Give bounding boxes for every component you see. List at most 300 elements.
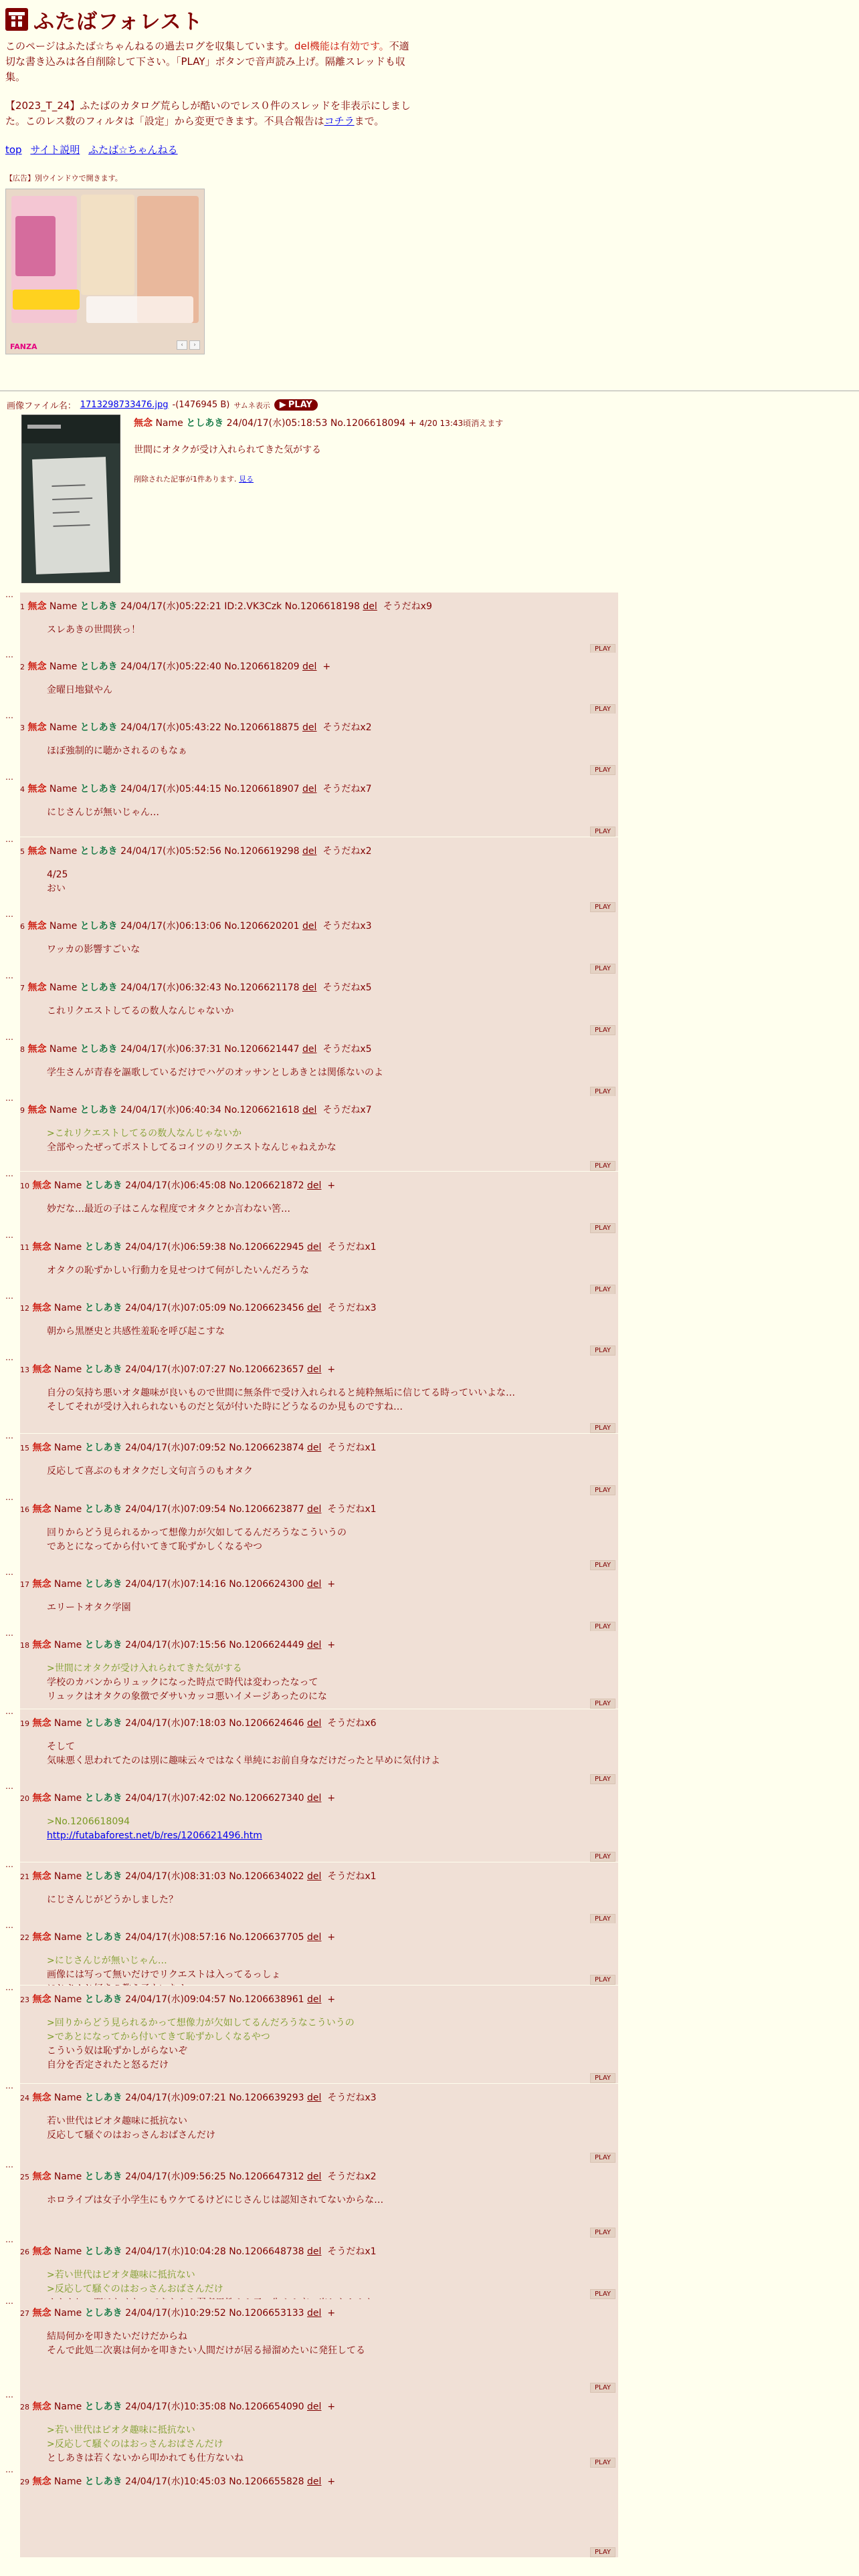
- reply-line: エリートオタク学園: [47, 1602, 131, 1613]
- reply-body: [47, 1601, 131, 1615]
- reply-subject: 無念: [32, 1718, 52, 1729]
- reply-name: としあき: [80, 1044, 118, 1055]
- op-expire: 4/20 13:43頃消えます: [419, 419, 504, 428]
- reply-header: [20, 2306, 335, 2319]
- reply-sodane[interactable]: そうだねx3: [327, 1303, 377, 1313]
- reply-line: 4/25: [47, 869, 68, 880]
- reply-subject: 無念: [32, 2092, 52, 2103]
- reply-del-link[interactable]: del: [302, 846, 317, 857]
- reply-number: No.1206637705: [229, 1932, 304, 1943]
- reply-index: 21: [20, 1872, 29, 1881]
- reply: [5, 1353, 618, 1433]
- reply-del-link[interactable]: del: [307, 1793, 322, 1804]
- reply-number: No.1206618198: [284, 601, 360, 612]
- reply-del-link[interactable]: del: [302, 1044, 317, 1055]
- reply-play-button[interactable]: PLAY: [590, 1423, 615, 1433]
- reply-body: [47, 1815, 262, 1843]
- reply-play-button[interactable]: PLAY: [590, 1025, 615, 1035]
- site-title-row: [5, 4, 413, 35]
- op-name-label: Name: [155, 418, 183, 429]
- reply-subject: 無念: [32, 2246, 52, 2257]
- reply-index: 29: [20, 2478, 29, 2486]
- reply-play-button[interactable]: PLAY: [590, 765, 615, 775]
- reply-name-label: Name: [49, 982, 78, 993]
- reply-name: としあき: [80, 784, 118, 794]
- reply-play-button[interactable]: PLAY: [590, 1560, 615, 1570]
- ad-controls[interactable]: [177, 340, 200, 350]
- reply-del-link[interactable]: del: [307, 1242, 322, 1253]
- reply-subject: 無念: [27, 1105, 47, 1115]
- reply-line: ワッカの影響すごいな: [47, 944, 140, 955]
- reply-line: リュックはオタクの象徴でダサいカッコ悪いイメージあったのにな: [47, 1691, 327, 1702]
- reply-datetime: 24/04/17(水)05:22:21: [120, 601, 221, 612]
- reply-body: [47, 744, 187, 758]
- reply-name-label: Name: [54, 1303, 82, 1313]
- reply-line: 学生さんが青春を謳歌しているだけでハゲのオッサンとしあきとは関係ないのよ: [47, 1067, 383, 1078]
- reply-index: 11: [20, 1243, 29, 1252]
- reply-line: これリクエストしてるの数人なんじゃないか: [47, 1006, 234, 1016]
- op-deleted-note: [134, 473, 254, 484]
- reply-name: としあき: [84, 1932, 122, 1943]
- reply-sodane[interactable]: +: [327, 1579, 336, 1590]
- reply-del-link[interactable]: del: [307, 1640, 322, 1650]
- reply-name-label: Name: [54, 2246, 82, 2257]
- reply-datetime: 24/04/17(水)09:56:25: [125, 2171, 226, 2182]
- reply-index: 26: [20, 2248, 29, 2256]
- reply-del-link[interactable]: del: [307, 2171, 322, 2182]
- reply-body: [47, 1264, 309, 1278]
- reply-index: 6: [20, 922, 25, 931]
- reply-del-link[interactable]: del: [307, 2092, 322, 2103]
- reply-play-button[interactable]: PLAY: [590, 1975, 615, 1985]
- reply-sodane[interactable]: +: [327, 1793, 336, 1804]
- reply-line: おい: [47, 883, 66, 894]
- reply: [5, 1628, 618, 1709]
- reply-index: 24: [20, 2094, 29, 2103]
- reply-sodane[interactable]: そうだねx6: [327, 1718, 377, 1729]
- reply-subject: 無念: [27, 661, 47, 672]
- reply-dots: …: [5, 1033, 13, 1042]
- reply-body: [47, 1662, 327, 1704]
- reply-play-button[interactable]: PLAY: [590, 964, 615, 974]
- reply-play-button[interactable]: PLAY: [590, 704, 615, 714]
- reply-datetime: 24/04/17(水)08:57:16: [125, 1932, 226, 1943]
- reply-del-link[interactable]: del: [307, 2476, 322, 2487]
- reply-del-link[interactable]: del: [307, 1504, 322, 1515]
- reply-name: としあき: [84, 2092, 122, 2103]
- reply: [5, 1570, 618, 1632]
- reply-del-link[interactable]: del: [307, 1180, 322, 1191]
- reply-number: No.1206638961: [229, 1994, 304, 2005]
- intro-red: del機能は有効です。: [294, 40, 389, 52]
- reply-sodane[interactable]: +: [327, 1180, 336, 1191]
- nav-links: [5, 142, 413, 156]
- reply-dots: …: [5, 2465, 13, 2474]
- reply: [5, 2160, 618, 2238]
- reply-name: としあき: [84, 2246, 122, 2257]
- reply-line: 学校のカバンからリュックになった時点で時代は変わったなって: [47, 1677, 318, 1688]
- reply-number: No.1206618209: [224, 661, 300, 672]
- reply-dots: …: [5, 2390, 13, 2399]
- reply-name-label: Name: [49, 601, 78, 612]
- reply-name: としあき: [80, 661, 118, 672]
- op-thumb-note: サムネ表示: [233, 401, 270, 410]
- reply-name-label: Name: [49, 784, 78, 794]
- reply-index: 17: [20, 1580, 29, 1589]
- reply-dots: …: [5, 1921, 13, 1930]
- reply-body: [47, 1066, 383, 1080]
- reply-play-button[interactable]: PLAY: [590, 2458, 615, 2468]
- reply-name: としあき: [80, 921, 118, 932]
- reply-body: [47, 1465, 253, 1479]
- reply-line: オタクの恥ずかしい行動力を見せつけて何がしたいんだろうな: [47, 1265, 309, 1276]
- reply-dots: …: [5, 1493, 13, 1502]
- reply-number: No.1206623877: [229, 1504, 304, 1515]
- reply-play-button[interactable]: PLAY: [590, 827, 615, 837]
- reply-index: 9: [20, 1106, 25, 1115]
- reply-sodane[interactable]: そうだねx1: [327, 2246, 377, 2257]
- reply-number: No.1206624646: [229, 1718, 304, 1729]
- reply-del-link[interactable]: del: [307, 2308, 322, 2319]
- reply-play-button[interactable]: PLAY: [590, 1223, 615, 1233]
- reply-body: [47, 868, 68, 896]
- reply-header: [20, 1869, 377, 1883]
- reply-number: No.1206619298: [224, 846, 300, 857]
- reply-sodane[interactable]: そうだねx5: [322, 982, 372, 993]
- reply-sodane[interactable]: そうだねx2: [322, 722, 372, 733]
- reply-sodane[interactable]: そうだねx3: [327, 2092, 377, 2103]
- reply-sodane[interactable]: +: [327, 1364, 336, 1375]
- op-file-line: [7, 399, 850, 411]
- reply-name: としあき: [80, 982, 118, 993]
- reply-name: としあき: [84, 1504, 122, 1515]
- reply-number: No.1206627340: [229, 1793, 304, 1804]
- reply-del-link[interactable]: del: [307, 1442, 322, 1453]
- notice-text: [5, 98, 413, 129]
- reply-play-button[interactable]: PLAY: [590, 2383, 615, 2393]
- reply-index: 27: [20, 2309, 29, 2318]
- reply-sodane[interactable]: そうだねx1: [327, 1242, 377, 1253]
- reply-name-label: Name: [49, 722, 78, 733]
- reply-del-link[interactable]: del: [307, 1579, 322, 1590]
- reply-name: としあき: [80, 846, 118, 857]
- reply-datetime: 24/04/17(水)07:09:52: [125, 1442, 226, 1453]
- ad-prev-icon[interactable]: ‹: [177, 340, 187, 350]
- op-deleted-link[interactable]: 見る: [239, 475, 254, 484]
- reply-name-label: Name: [54, 1442, 82, 1453]
- reply-play-button[interactable]: PLAY: [590, 1699, 615, 1709]
- reply-subject: 無念: [32, 1793, 52, 1804]
- reply-datetime: 24/04/17(水)06:13:06: [120, 921, 221, 932]
- reply-subject: 無念: [27, 921, 47, 932]
- reply-line: ホロライブは女子小学生にもウケてるけどにじさんじは認知されてないからな…: [47, 2195, 384, 2206]
- reply-play-button[interactable]: PLAY: [590, 2153, 615, 2163]
- reply-del-link[interactable]: del: [307, 1303, 322, 1313]
- reply-sodane[interactable]: そうだねx7: [322, 784, 372, 794]
- reply-header: [20, 782, 372, 795]
- reply-name: としあき: [84, 1364, 122, 1375]
- reply-play-button[interactable]: PLAY: [590, 1087, 615, 1097]
- op-text: 世間にオタクが受け入れられてきた気がする: [134, 445, 321, 455]
- reply-quote-line: >若い世代はピオタ趣味に抵抗ない: [47, 2270, 195, 2280]
- reply-sodane[interactable]: そうだねx2: [322, 846, 372, 857]
- reply-name-label: Name: [54, 2308, 82, 2319]
- op-name: としあき: [186, 418, 224, 429]
- reply-dots: …: [5, 1860, 13, 1869]
- ad-label: 【広告】別ウインドウで開きます。: [5, 174, 122, 183]
- reply-number: No.1206621618: [224, 1105, 300, 1115]
- reply-index: 7: [20, 984, 25, 992]
- reply-play-button[interactable]: PLAY: [590, 644, 615, 654]
- reply-play-button[interactable]: PLAY: [590, 2228, 615, 2238]
- reply-datetime: 24/04/17(水)07:15:56: [125, 1640, 226, 1650]
- reply-name: としあき: [84, 1871, 122, 1882]
- reply: [5, 1093, 618, 1171]
- reply-play-button[interactable]: PLAY: [590, 902, 615, 912]
- reply-dots: …: [5, 650, 13, 659]
- reply-index: 22: [20, 1933, 29, 1942]
- nav-top[interactable]: top: [5, 144, 22, 156]
- forest-logo-icon[interactable]: [5, 8, 28, 31]
- reply-header: [20, 2244, 377, 2258]
- reply-subject: 無念: [32, 1504, 52, 1515]
- reply-subject: 無念: [32, 1180, 52, 1191]
- op-play-label: PLAY: [288, 400, 312, 410]
- reply-subject: 無念: [32, 1640, 52, 1650]
- reply-name: としあき: [80, 722, 118, 733]
- reply-header: [20, 1930, 335, 1943]
- reply-sodane[interactable]: そうだねx1: [327, 1871, 377, 1882]
- reply-dots: …: [5, 1707, 13, 1716]
- reply-line: そんで此処二次裏は何かを叩きたい人間だけが居る掃溜めたいに発狂してる: [47, 2345, 365, 2356]
- reply-datetime: 24/04/17(水)06:37:31: [120, 1044, 221, 1055]
- reply-quote-line: >であとになってから付いてきて恥ずかしくなるやつ: [47, 2032, 270, 2042]
- reply-subject: 無念: [27, 601, 47, 612]
- op-post: [7, 399, 850, 484]
- reply-number: No.1206621178: [224, 982, 300, 993]
- reply-play-button[interactable]: PLAY: [590, 1774, 615, 1784]
- reply-play-button[interactable]: PLAY: [590, 1852, 615, 1862]
- reply-del-link[interactable]: del: [302, 722, 317, 733]
- notice-report-link[interactable]: コチラ: [324, 115, 355, 127]
- reply-play-button[interactable]: PLAY: [590, 1622, 615, 1632]
- reply-name: としあき: [84, 1579, 122, 1590]
- reply-header: [20, 2474, 335, 2488]
- reply-play-button[interactable]: PLAY: [590, 1161, 615, 1171]
- reply-subject: 無念: [27, 846, 47, 857]
- reply-dots: …: [5, 590, 13, 599]
- reply-del-link[interactable]: del: [307, 1932, 322, 1943]
- reply-subject: 無念: [32, 2308, 52, 2319]
- op-deleted-text: 削除された記事が1件あります.: [134, 475, 237, 484]
- reply-header: [20, 1362, 335, 1376]
- reply-play-button[interactable]: PLAY: [590, 1285, 615, 1295]
- reply-sodane[interactable]: そうだねx1: [327, 1504, 377, 1515]
- reply-play-button[interactable]: PLAY: [590, 1914, 615, 1924]
- reply-datetime: 24/04/17(水)05:52:56: [120, 846, 221, 857]
- op-number: No.1206618094: [330, 418, 406, 429]
- reply-sodane[interactable]: そうだねx1: [327, 1442, 377, 1453]
- reply-datetime: 24/04/17(水)06:59:38: [125, 1242, 226, 1253]
- reply-line: そして: [47, 1741, 75, 1752]
- reply-del-link[interactable]: del: [307, 1718, 322, 1729]
- reply-number: No.1206623874: [229, 1442, 304, 1453]
- reply-header: [20, 659, 330, 673]
- reply-line: 自分の気持ち悪いオタ趣味が良いもので世間に無条件で受け入れられると純粋無垢に信じてる時っていいよな…: [47, 1388, 515, 1398]
- reply-dots: …: [5, 1568, 13, 1577]
- reply-subject: 無念: [27, 784, 47, 794]
- reply-url-link[interactable]: http://futabaforest.net/b/res/1206621496.htm: [47, 1830, 262, 1841]
- reply-quote-line: >これリクエストしてるの数人なんじゃないか: [47, 1128, 242, 1139]
- reply-name: としあき: [84, 2476, 122, 2487]
- reply-sodane[interactable]: そうだねx3: [322, 921, 372, 932]
- op-file-label: 画像ファイル名：: [7, 401, 76, 411]
- reply-sodane[interactable]: +: [322, 661, 331, 672]
- reply-sodane[interactable]: +: [327, 2401, 336, 2412]
- reply-play-button[interactable]: PLAY: [590, 1485, 615, 1495]
- reply-line: ほぼ強制的に聴かされるのもなぁ: [47, 746, 187, 756]
- reply: [5, 2235, 618, 2299]
- reply-name-label: Name: [54, 2171, 82, 2182]
- op-play-button[interactable]: [274, 399, 318, 411]
- reply-line: スレあきの世間狭っ！: [47, 625, 140, 635]
- reply-name-label: Name: [49, 1044, 78, 1055]
- reply-index: 2: [20, 663, 25, 671]
- reply-header: [20, 1791, 335, 1804]
- reply-dots: …: [5, 2081, 13, 2090]
- reply-name-label: Name: [54, 1932, 82, 1943]
- op-header: [134, 416, 503, 429]
- reply-del-link[interactable]: del: [302, 982, 317, 993]
- reply-body: [47, 2016, 355, 2072]
- reply-sodane[interactable]: そうだねx2: [327, 2171, 377, 2182]
- ad-next-icon[interactable]: ›: [189, 340, 200, 350]
- reply-index: 5: [20, 847, 25, 856]
- reply-sodane[interactable]: +: [327, 2476, 336, 2487]
- reply-name: としあき: [84, 1718, 122, 1729]
- reply-index: 4: [20, 785, 25, 794]
- reply-quote-line: >世間にオタクが受け入れられてきた気がする: [47, 1663, 242, 1674]
- reply-name: としあき: [84, 1180, 122, 1191]
- reply-header: [20, 1502, 377, 1515]
- reply-del-link[interactable]: del: [302, 784, 317, 794]
- reply-name-label: Name: [49, 661, 78, 672]
- reply-name: としあき: [84, 1994, 122, 2005]
- reply-index: 20: [20, 1794, 29, 1803]
- reply-datetime: 24/04/17(水)07:09:54: [125, 1504, 226, 1515]
- reply-subject: 無念: [32, 1932, 52, 1943]
- reply-name-label: Name: [49, 846, 78, 857]
- reply-body: [47, 2193, 383, 2208]
- reply-sodane[interactable]: そうだねx9: [383, 601, 432, 612]
- reply-header: [20, 1992, 335, 2006]
- reply-datetime: 24/04/17(水)10:35:08: [125, 2401, 226, 2412]
- reply-datetime: 24/04/17(水)05:44:15: [120, 784, 221, 794]
- reply-del-link[interactable]: del: [302, 921, 317, 932]
- reply-name: としあき: [84, 1640, 122, 1650]
- reply-line: 全部やったぜってポストしてるコイツのリクエストなんじゃねえかな: [47, 1142, 337, 1153]
- reply-header: [20, 599, 432, 613]
- reply-sodane[interactable]: +: [327, 1640, 336, 1650]
- reply-name-label: Name: [54, 1718, 82, 1729]
- reply-number: No.1206622945: [229, 1242, 304, 1253]
- reply-play-button[interactable]: PLAY: [590, 2073, 615, 2083]
- reply-play-button[interactable]: PLAY: [590, 2547, 615, 2557]
- op-file-link[interactable]: 1713298733476.jpg: [80, 400, 169, 410]
- reply: [5, 590, 618, 654]
- reply-sodane[interactable]: +: [327, 2308, 336, 2319]
- op-plus[interactable]: +: [408, 418, 417, 429]
- reply: [5, 1230, 618, 1295]
- reply-del-link[interactable]: del: [307, 2401, 322, 2412]
- intro-text: [5, 39, 413, 85]
- reply-quote-line: >回りからどう見られるかって想像力が欠如してるんだろうなこういうの: [47, 2018, 355, 2028]
- reply-del-link[interactable]: del: [307, 1994, 322, 2005]
- reply-line: 若い世代はピオタ趣味に抵抗ない: [47, 2116, 187, 2127]
- nav-futaba[interactable]: ふたば☆ちゃんねる: [88, 144, 178, 156]
- reply-dots: …: [5, 1230, 13, 1240]
- reply-subject: 無念: [32, 1871, 52, 1882]
- reply-name-label: Name: [54, 1994, 82, 2005]
- op-thumbnail[interactable]: [21, 415, 120, 583]
- site-header: [5, 4, 413, 354]
- reply-body: [47, 943, 140, 957]
- nav-site-info[interactable]: サイト説明: [30, 144, 80, 156]
- reply: [5, 2296, 618, 2393]
- reply-del-link[interactable]: del: [363, 601, 377, 612]
- reply-subject: 無念: [32, 1364, 52, 1375]
- reply-sodane[interactable]: そうだねx7: [322, 1105, 372, 1115]
- reply-sodane[interactable]: +: [327, 1994, 336, 2005]
- reply-index: 8: [20, 1045, 25, 1054]
- reply-del-link[interactable]: del: [302, 661, 317, 672]
- reply-index: 18: [20, 1641, 29, 1650]
- reply-sodane[interactable]: そうだねx5: [322, 1044, 372, 1055]
- reply: [5, 1923, 618, 1985]
- reply-subject: 無念: [32, 1579, 52, 1590]
- reply-header: [20, 1042, 372, 1055]
- reply-line: 反応して騒ぐのはおっさんおばさんだけ: [47, 2130, 215, 2141]
- reply: [5, 1291, 618, 1356]
- reply-del-link[interactable]: del: [307, 1871, 322, 1882]
- reply: [5, 1709, 618, 1784]
- reply-del-link[interactable]: del: [307, 2246, 322, 2257]
- reply-subject: 無念: [32, 1242, 52, 1253]
- reply-play-button[interactable]: PLAY: [590, 1346, 615, 1356]
- reply-datetime: 24/04/17(水)09:04:57: [125, 1994, 226, 2005]
- reply-body: [47, 2330, 365, 2358]
- reply-datetime: 24/04/17(水)06:45:08: [125, 1180, 226, 1191]
- reply-name-label: Name: [54, 1180, 82, 1191]
- reply-datetime: 24/04/17(水)09:07:21: [125, 2092, 226, 2103]
- reply-datetime: 24/04/17(水)10:45:03: [125, 2476, 226, 2487]
- reply-header: [20, 1103, 372, 1116]
- reply-del-link[interactable]: del: [307, 1364, 322, 1375]
- reply-datetime: 24/04/17(水)06:32:43: [120, 982, 221, 993]
- reply-body: [47, 1202, 290, 1216]
- reply-name: としあき: [80, 1105, 118, 1115]
- reply-dots: …: [5, 711, 13, 720]
- reply-quote-line: >若い世代はピオタ趣味に抵抗ない: [47, 2425, 195, 2436]
- reply-subject: 無念: [32, 1994, 52, 2005]
- play-icon: ▶: [279, 400, 286, 410]
- reply-header: [20, 1178, 335, 1192]
- reply-del-link[interactable]: del: [302, 1105, 317, 1115]
- reply-sodane[interactable]: +: [327, 1932, 336, 1943]
- reply-play-button[interactable]: PLAY: [590, 2289, 615, 2299]
- reply: [5, 837, 618, 912]
- ad-banner[interactable]: [5, 189, 205, 354]
